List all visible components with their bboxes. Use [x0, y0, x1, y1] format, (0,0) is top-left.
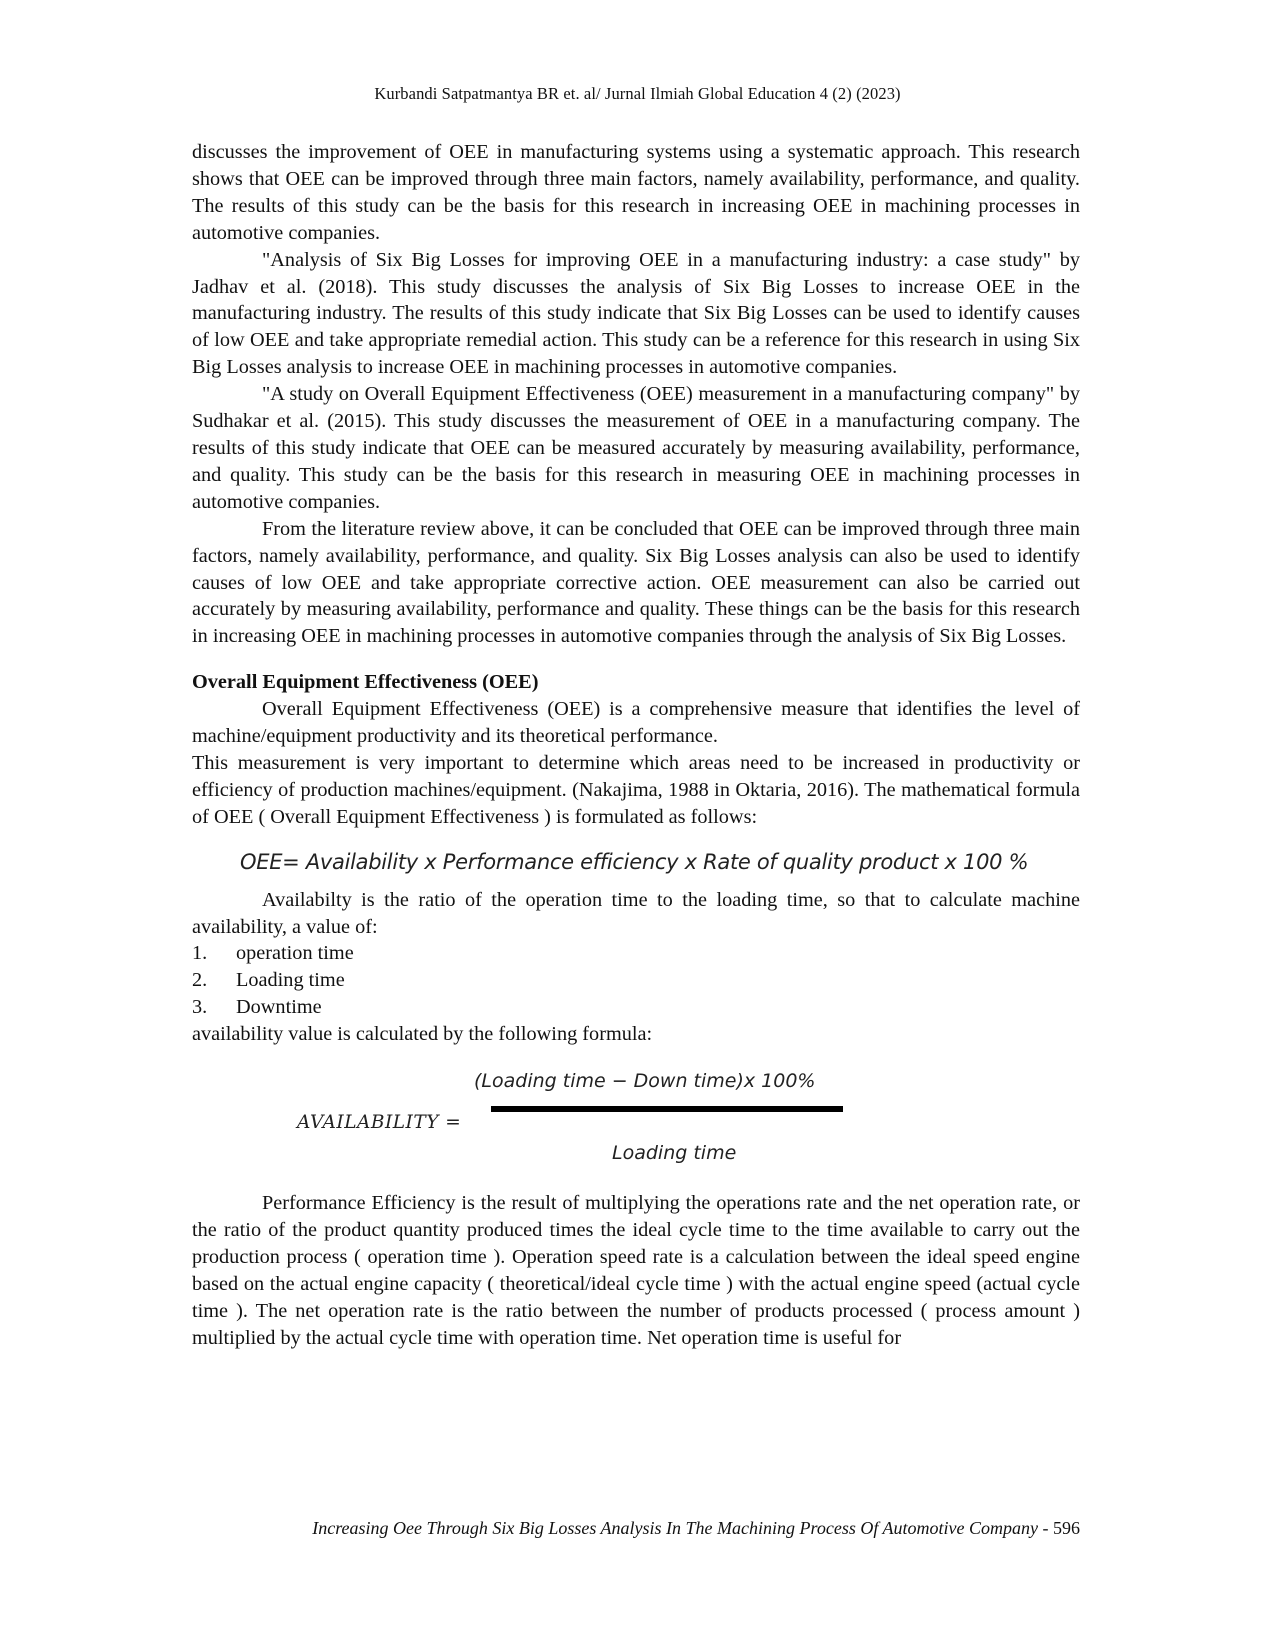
list-number: 1. [192, 942, 208, 965]
paragraph-literature-conclusion: From the literature review above, it can be concluded that OEE can be improved through three main factors, namely availability, performance, and quality. Six Big Losses analysis can also be used to identify causes of low OEE and take appropriate corrective action. OEE measurement can also be carried out accurately by measuring availability, performance and quality. These things can be the basis for this research in increasing OEE in machining processes in automotive companies through the analysis of Six Big Losses. [192, 517, 1080, 648]
list-item [192, 967, 1080, 994]
paragraph-performance-efficiency: Performance Efficiency is the result of multiplying the operations rate and the net operation rate, or the ratio of the product quantity produced times the ideal cycle time to the time available to carry out the production process ( operation time ). Operation speed rate is a calculation between the ideal speed engine based on the actual engine capacity ( theoretical/ideal cycle time ) with the actual engine speed (actual cycle time ). The net operation rate is the ratio between the number of products processed ( process amount ) multiplied by the actual cycle time with operation time. Net operation time is useful for [192, 1192, 1080, 1349]
oee-formula: OEE= Availability x Performance efficiency x Rate of quality product x 100 % [240, 849, 1029, 874]
list-text: Downtime [236, 996, 322, 1019]
page-number: 596 [1053, 1518, 1080, 1538]
availability-values-list [192, 940, 1080, 1021]
availability-formula-numerator: (Loading time − Down time)x 100% [474, 1070, 816, 1093]
list-text: operation time [236, 942, 354, 965]
paragraph-oee-importance: This measurement is very important to determine which areas need to be increased in productivity or efficiency of production machines/equipment. (Nakajima, 1988 in Oktaria, 2016). The mathematical formula of OEE ( Overall Equipment Effectiveness ) is formulated as follows: [192, 751, 1080, 828]
availability-formula [192, 1056, 1080, 1190]
paragraph-jadhav: "Analysis of Six Big Losses for improving OEE in a manufacturing industry: a case study" by Jadhav et al. (2018). This study discusses the analysis of Six Big Losses to increase OEE in the manufacturing industry. The results of this study indicate that Six Big Losses can be used to identify causes of low OEE and take appropriate remedial action. This study can be a reference for this research in using Six Big Losses analysis to increase OEE in machining processes in automotive companies. [192, 248, 1080, 379]
section-heading-oee: Overall Equipment Effectiveness (OEE) [192, 671, 539, 694]
list-text: Loading time [236, 969, 345, 992]
paragraph-oee-definition: Overall Equipment Effectiveness (OEE) is a comprehensive measure that identifies the level of machine/equipment productivity and its theoretical performance. [192, 698, 1080, 748]
availability-formula-lhs: AVAILABILITY = [297, 1112, 462, 1134]
list-number: 3. [192, 996, 208, 1019]
list-item [192, 994, 1080, 1021]
footer-article-title: Increasing Oee Through Six Big Losses Analysis In The Machining Process Of Automotive Company [312, 1518, 1038, 1538]
running-header: Kurbandi Satpatmantya BR et. al/ Jurnal Ilmiah Global Education 4 (2) (2023) [374, 84, 901, 103]
fraction-bar [491, 1106, 843, 1112]
footer-separator: - [1038, 1518, 1053, 1538]
paragraph-availability-formula-intro: availability value is calculated by the following formula: [192, 1023, 653, 1046]
list-item [192, 940, 1080, 967]
list-number: 2. [192, 969, 208, 992]
running-footer [192, 1518, 1080, 1539]
paragraph-availability-definition: Availabilty is the ratio of the operation time to the loading time, so that to calculate machine availability, a value of: [192, 888, 1080, 938]
page-body [192, 139, 1080, 1352]
availability-formula-denominator: Loading time [612, 1142, 737, 1165]
paragraph-continued: discusses the improvement of OEE in manufacturing systems using a systematic approach. This research shows that OEE can be improved through three main factors, namely availability, performance, and quality. The results of this study can be the basis for this research in increasing OEE in machining processes in automotive companies. [192, 141, 1080, 244]
paragraph-sudhakar: "A study on Overall Equipment Effectiveness (OEE) measurement in a manufacturing company" by Sudhakar et al. (2015). This study discusses the measurement of OEE in a manufacturing company. The results of this study indicate that OEE can be measured accurately by measuring availability, performance, and quality. This study can be the basis for this research in measuring OEE in machining processes in automotive companies. [192, 383, 1080, 513]
